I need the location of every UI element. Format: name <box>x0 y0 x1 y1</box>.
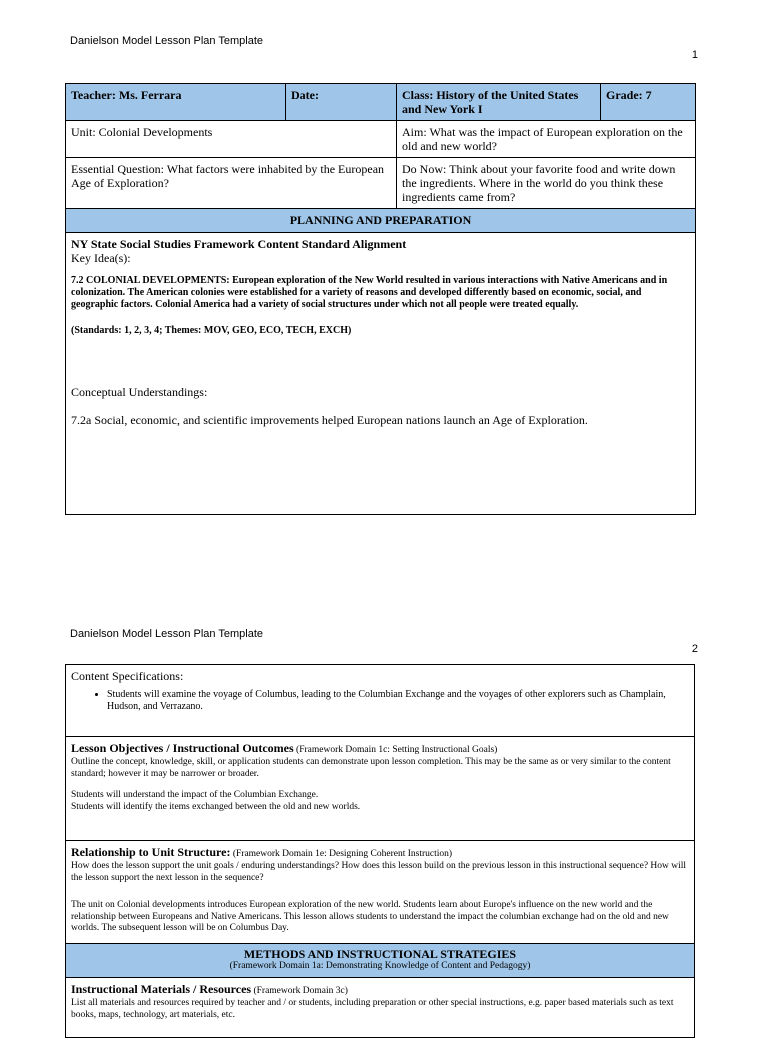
conceptual-label: Conceptual Understandings: <box>71 384 208 399</box>
conceptual-text: 7.2a Social, economic, and scientific improvements helped European nations launch an Age of Exploration. <box>71 412 588 427</box>
objective-2: Students will identify the items exchanged between the old and new worlds. <box>71 801 361 812</box>
page-header: Danielson Model Lesson Plan Template <box>70 628 264 640</box>
framework-cell <box>66 233 696 515</box>
objective-1: Students will understand the impact of the Columbian Exchange. <box>71 790 319 800</box>
relationship-cell <box>66 841 695 944</box>
methods-header <box>66 944 695 978</box>
relationship-title: Relationship to Unit Structure: <box>71 845 231 859</box>
relationship-domain: (Framework Domain 1e: Designing Coherent Instruction) <box>230 849 453 859</box>
essential-question-cell: Essential Question: What factors were inhabited by the European Age of Exploration? <box>66 158 397 209</box>
relationship-text: The unit on Colonial developments introduces European exploration of the new world. Students learn about Europe's influence on the new world and the relationship between Europeans and Native Americans. This lesson allows students to understand the impact the columbian exchange had on the old and new worlds. The subsequent lesson will be on Columbus Day. <box>71 900 669 933</box>
standards-text: (Standards: 1, 2, 3, 4; Themes: MOV, GEO, ECO, TECH, EXCH) <box>71 325 352 336</box>
page-number: 1 <box>691 49 698 61</box>
do-now-cell: Do Now: Think about your favorite food and write down the ingredients. Where in the world do you think these ingredients came from? <box>397 158 696 209</box>
objectives-desc: Outline the concept, knowledge, skill, or application students can demonstrate upon lesson completion. This may be the same as or very similar to the content standard; however it may be narrower or broader. <box>71 757 671 779</box>
content-spec-cell <box>66 665 695 737</box>
list-item: • Students will examine the voyage of Columbus, leading to the Columbian Exchange and the voyages of other explorers such as Champlain, Hudson, and Verrazano. <box>107 689 689 713</box>
objectives-cell <box>66 737 695 841</box>
date-cell: Date: <box>286 84 397 121</box>
framework-title: NY State Social Studies Framework Content Standard Alignment <box>71 237 407 251</box>
page-header: Danielson Model Lesson Plan Template <box>70 35 264 47</box>
section-title: PLANNING AND PREPARATION <box>66 209 696 233</box>
grade-cell: Grade: 7 <box>601 84 696 121</box>
lesson-plan-table-page1 <box>65 83 696 515</box>
unit-cell: Unit: Colonial Developments <box>66 121 397 158</box>
key-ideas-label: Key Idea(s): <box>71 251 131 265</box>
objectives-domain: (Framework Domain 1c: Setting Instructional Goals) <box>293 745 498 755</box>
materials-cell <box>66 978 695 1038</box>
materials-desc: List all materials and resources required by teacher and / or students, including preparation or other special instructions, e.g. paper based materials such as text books, maps, technology, art materials, etc. <box>71 998 674 1020</box>
key-idea-text: 7.2 COLONIAL DEVELOPMENTS: European exploration of the New World resulted in various interactions with Native Americans and in colonization. The American colonies were established for a variety of reasons and developed differently based on economic, social, and geographic factors. Colonial America had a variety of social structures under which not all people were treated equally. <box>71 275 668 310</box>
materials-domain: (Framework Domain 3c) <box>251 986 348 996</box>
materials-title: Instructional Materials / Resources <box>71 982 252 996</box>
content-spec-label: Content Specifications: <box>71 669 184 683</box>
relationship-desc: How does the lesson support the unit goals / enduring understandings? How does this lesson build on the previous lesson in this instructional sequence? How will the lesson support the next lesson in the sequence? <box>71 861 687 883</box>
objectives-title: Lesson Objectives / Instructional Outcomes <box>71 741 294 755</box>
content-spec-list <box>71 689 689 713</box>
methods-domain: (Framework Domain 1a: Demonstrating Knowledge of Content and Pedagogy) <box>229 961 531 971</box>
class-cell: Class: History of the United States and New York I <box>397 84 601 121</box>
lesson-plan-table-page2 <box>65 664 695 1038</box>
aim-cell: Aim: What was the impact of European exploration on the old and new world? <box>397 121 696 158</box>
methods-title: METHODS AND INSTRUCTIONAL STRATEGIES <box>243 947 517 961</box>
teacher-cell: Teacher: Ms. Ferrara <box>66 84 286 121</box>
page-number: 2 <box>691 643 698 655</box>
